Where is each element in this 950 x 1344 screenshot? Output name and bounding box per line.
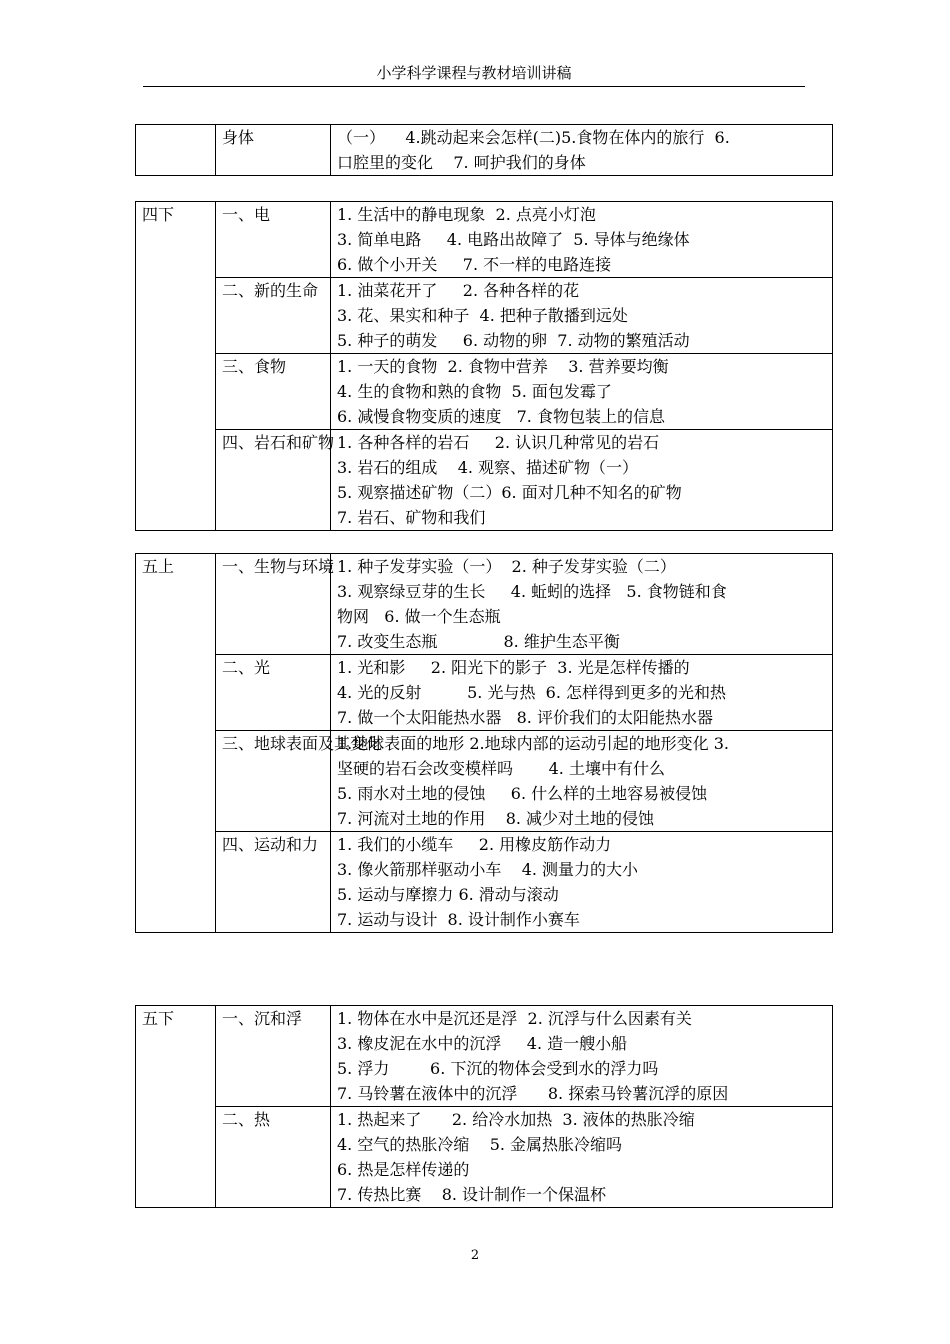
lesson-line: 1. 物体在水中是沉还是浮 2. 沉浮与什么因素有关 (337, 1009, 692, 1028)
lesson-line: 1. 一天的食物 2. 食物中营养 3. 营养要均衡 (337, 357, 669, 376)
unit-cell: 一、电 (216, 202, 331, 278)
lesson-line: 7. 马铃薯在液体中的沉浮 8. 探索马铃薯沉浮的原因 (337, 1084, 729, 1103)
lessons-cell (331, 278, 833, 354)
lesson-line: 口腔里的变化 7. 呵护我们的身体 (337, 153, 586, 172)
lesson-line: 5. 观察描述矿物（二）6. 面对几种不知名的矿物 (337, 483, 682, 502)
lessons-cell (331, 731, 833, 832)
unit-cell: 一、沉和浮 (216, 1006, 331, 1107)
lesson-line: 3. 花、果实和种子 4. 把种子散播到远处 (337, 306, 628, 325)
lessons-cell (331, 202, 833, 278)
lesson-line: 7. 运动与设计 8. 设计制作小赛车 (337, 910, 580, 929)
unit-cell: 三、食物 (216, 354, 331, 430)
lesson-line: 1. 我们的小缆车 2. 用橡皮筋作动力 (337, 835, 612, 854)
unit-cell: 一、生物与环境 (216, 554, 331, 655)
curriculum-table-continued (135, 124, 833, 176)
lesson-line: 1. 各种各样的岩石 2. 认识几种常见的岩石 (337, 433, 660, 452)
lessons-cell (331, 125, 833, 176)
lesson-line: 5. 浮力 6. 下沉的物体会受到水的浮力吗 (337, 1059, 659, 1078)
grade-cell (136, 125, 216, 176)
lessons-cell (331, 430, 833, 531)
unit-cell: 二、光 (216, 655, 331, 731)
lesson-line: 7. 岩石、矿物和我们 (337, 508, 486, 527)
table-row (136, 655, 833, 731)
lesson-line: 4. 生的食物和熟的食物 5. 面包发霉了 (337, 382, 612, 401)
lesson-line: 3. 橡皮泥在水中的沉浮 4. 造一艘小船 (337, 1034, 628, 1053)
page-number: 2 (470, 1248, 480, 1263)
lesson-line: 坚硬的岩石会改变模样吗 4. 土壤中有什么 (337, 759, 665, 778)
curriculum-table-grade4-second (135, 201, 833, 531)
table-row (136, 554, 833, 655)
lesson-line: 7. 改变生态瓶 8. 维护生态平衡 (337, 632, 620, 651)
grade-cell: 四下 (136, 202, 216, 531)
lesson-line: 7. 做一个太阳能热水器 8. 评价我们的太阳能热水器 (337, 708, 713, 727)
table-row (136, 202, 833, 278)
table-row (136, 1107, 833, 1208)
unit-cell: 三、地球表面及其变化 (216, 731, 331, 832)
unit-cell: 二、新的生命 (216, 278, 331, 354)
lesson-line: 7. 河流对土地的作用 8. 减少对土地的侵蚀 (337, 809, 655, 828)
lesson-line: 7. 传热比赛 8. 设计制作一个保温杯 (337, 1185, 607, 1204)
lessons-cell (331, 1107, 833, 1208)
lesson-line: 6. 做个小开关 7. 不一样的电路连接 (337, 255, 612, 274)
unit-cell: 二、热 (216, 1107, 331, 1208)
lesson-line: 6. 热是怎样传递的 (337, 1160, 470, 1179)
table-row (136, 278, 833, 354)
unit-cell: 身体 (216, 125, 331, 176)
lesson-line: 1. 光和影 2. 阳光下的影子 3. 光是怎样传播的 (337, 658, 690, 677)
lesson-line: 3. 观察绿豆芽的生长 4. 蚯蚓的选择 5. 食物链和食 (337, 582, 727, 601)
lesson-line: 4. 空气的热胀冷缩 5. 金属热胀冷缩吗 (337, 1135, 623, 1154)
lessons-cell (331, 1006, 833, 1107)
table-row (136, 832, 833, 933)
table-row (136, 125, 833, 176)
lessons-cell (331, 832, 833, 933)
lesson-line: 6. 减慢食物变质的速度 7. 食物包装上的信息 (337, 407, 665, 426)
lesson-line: 5. 种子的萌发 6. 动物的卵 7. 动物的繁殖活动 (337, 331, 690, 350)
lesson-line: 3. 简单电路 4. 电路出故障了 5. 导体与绝缘体 (337, 230, 690, 249)
lesson-line: 1.地球表面的地形 2.地球内部的运动引起的地形变化 3. (337, 734, 729, 753)
lessons-cell (331, 655, 833, 731)
lessons-cell (331, 354, 833, 430)
unit-cell: 四、运动和力 (216, 832, 331, 933)
table-row (136, 430, 833, 531)
lesson-line: 4. 光的反射 5. 光与热 6. 怎样得到更多的光和热 (337, 683, 727, 702)
lesson-line: 3. 像火箭那样驱动小车 4. 测量力的大小 (337, 860, 639, 879)
lesson-line: 3. 岩石的组成 4. 观察、描述矿物（一） (337, 458, 639, 477)
unit-cell: 四、岩石和矿物 (216, 430, 331, 531)
table-row (136, 731, 833, 832)
lesson-line: 1. 油菜花开了 2. 各种各样的花 (337, 281, 580, 300)
lesson-line: 物网 6. 做一个生态瓶 (337, 607, 501, 626)
grade-cell: 五上 (136, 554, 216, 933)
curriculum-table-grade5-second (135, 1005, 833, 1208)
lesson-line: 1. 种子发芽实验（一） 2. 种子发芽实验（二） (337, 557, 676, 576)
table-row (136, 1006, 833, 1107)
curriculum-table-grade5-first (135, 553, 833, 933)
lesson-line: 5. 运动与摩擦力 6. 滑动与滚动 (337, 885, 559, 904)
grade-cell: 五下 (136, 1006, 216, 1208)
page-header: 小学科学课程与教材培训讲稿 (143, 63, 805, 87)
lesson-line: 5. 雨水对土地的侵蚀 6. 什么样的土地容易被侵蚀 (337, 784, 708, 803)
lesson-line: 1. 热起来了 2. 给冷水加热 3. 液体的热胀冷缩 (337, 1110, 695, 1129)
table-row (136, 354, 833, 430)
lessons-cell (331, 554, 833, 655)
lesson-line: 1. 生活中的静电现象 2. 点亮小灯泡 (337, 205, 596, 224)
lesson-line: （一） 4.跳动起来会怎样(二)5.食物在体内的旅行 6. (337, 128, 730, 147)
